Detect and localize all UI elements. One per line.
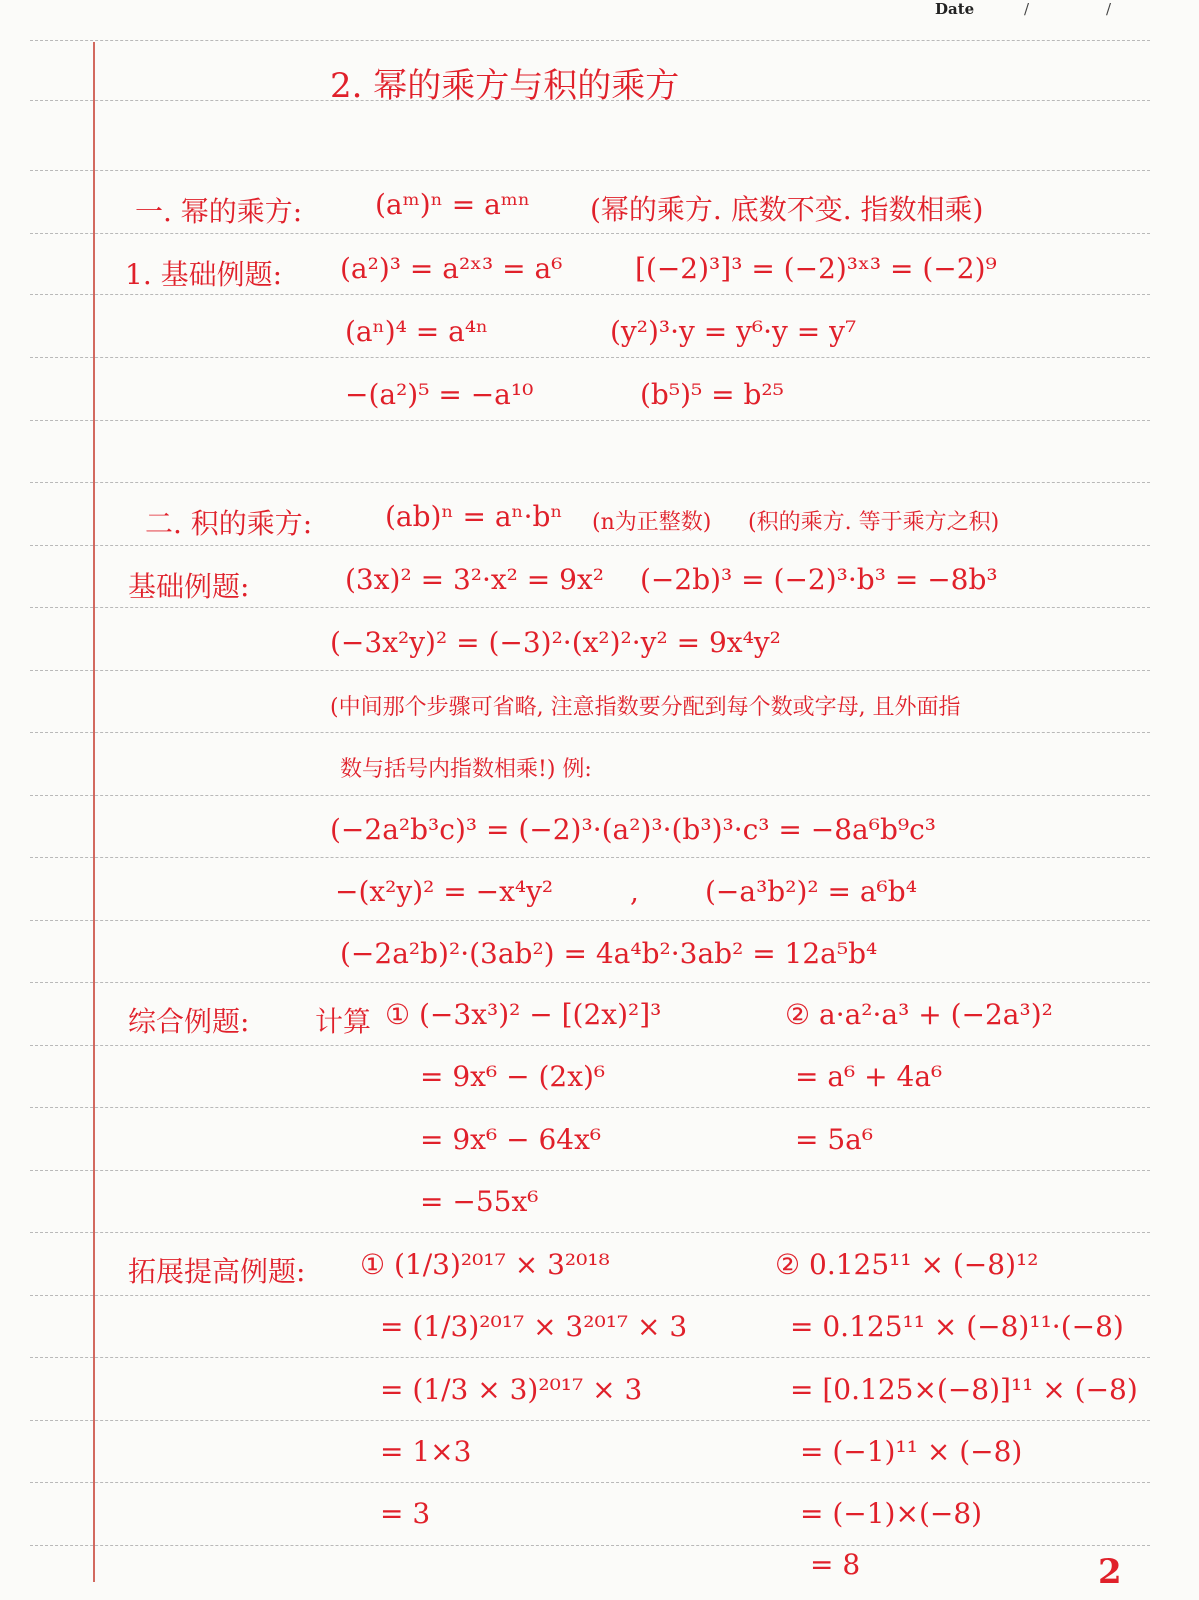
section2-examples-label: 基础例题:: [128, 570, 250, 603]
page-number: 2: [1098, 1552, 1122, 1592]
section1-heading: 一. 幂的乘方:: [135, 195, 303, 228]
tip-line: (中间那个步骤可省略, 注意指数要分配到每个数或字母, 且外面指: [330, 695, 961, 720]
ruled-line: [30, 170, 1150, 171]
problem-line: = 3: [380, 1497, 431, 1530]
ruled-line: [30, 732, 1150, 733]
example-line: (−a³b²)² = a⁶b⁴: [705, 875, 917, 908]
ruled-line: [30, 1545, 1150, 1546]
section1-examples-label: 1. 基础例题:: [125, 258, 283, 291]
page-title: 2. 幂的乘方与积的乘方: [330, 66, 680, 106]
date-separator: /: [1024, 0, 1030, 18]
section2-formula: (ab)ⁿ = aⁿ·bⁿ: [385, 500, 563, 533]
combined-label: 综合例题:: [128, 1005, 250, 1038]
ruled-line: [30, 1045, 1150, 1046]
date-separator: /: [1106, 0, 1112, 18]
problem-line: ② 0.125¹¹ × (−8)¹²: [775, 1248, 1039, 1281]
problem-line: = (−1)×(−8): [800, 1497, 983, 1530]
ruled-line: [30, 670, 1150, 671]
problem-line: = (−1)¹¹ × (−8): [800, 1435, 1023, 1468]
problem-line: = 0.125¹¹ × (−8)¹¹·(−8): [790, 1310, 1124, 1343]
section2-condition: (n为正整数): [592, 510, 712, 535]
ruled-line: [30, 795, 1150, 796]
problem-line: = (1/3)²⁰¹⁷ × 3²⁰¹⁷ × 3: [380, 1310, 688, 1343]
problem-line: = 9x⁶ − 64x⁶: [420, 1123, 602, 1156]
ruled-line: [30, 545, 1150, 546]
problem-line: = a⁶ + 4a⁶: [795, 1060, 943, 1093]
ruled-line: [30, 1232, 1150, 1233]
problem-line: = 5a⁶: [795, 1123, 874, 1156]
example-line: (3x)² = 3²·x² = 9x²: [345, 563, 604, 596]
margin-line: [93, 42, 95, 1582]
ruled-line: [30, 1482, 1150, 1483]
problem-line: = (1/3 × 3)²⁰¹⁷ × 3: [380, 1373, 643, 1406]
ruled-line: [30, 607, 1150, 608]
ruled-line: [30, 1107, 1150, 1108]
extension-label: 拓展提高例题:: [128, 1255, 306, 1288]
problem-line: = 1×3: [380, 1435, 472, 1468]
tip-line: 数与括号内指数相乘!) 例:: [340, 757, 592, 782]
ruled-line: [30, 1420, 1150, 1421]
example-line: (a²)³ = a²ˣ³ = a⁶: [340, 252, 563, 285]
problem-line: ① (1/3)²⁰¹⁷ × 3²⁰¹⁸: [360, 1248, 610, 1281]
example-line: [(−2)³]³ = (−2)³ˣ³ = (−2)⁹: [635, 252, 997, 285]
ruled-line: [30, 357, 1150, 358]
section2-heading: 二. 积的乘方:: [145, 507, 313, 540]
problem-line: ② a·a²·a³ + (−2a³)²: [785, 998, 1053, 1031]
ruled-line: [30, 857, 1150, 858]
ruled-line: [30, 420, 1150, 421]
ruled-line: [30, 1357, 1150, 1358]
ruled-line: [30, 1295, 1150, 1296]
example-line: (y²)³·y = y⁶·y = y⁷: [610, 315, 857, 348]
example-line: −(a²)⁵ = −a¹⁰: [345, 378, 534, 411]
example-line: (−2a²b³c)³ = (−2)³·(a²)³·(b³)³·c³ = −8a⁶b⁹c³: [330, 813, 937, 846]
example-line: (−2b)³ = (−2)³·b³ = −8b³: [640, 563, 998, 596]
combined-compute: 计算: [315, 1005, 372, 1038]
example-line: (−2a²b)²·(3ab²) = 4a⁴b²·3ab² = 12a⁵b⁴: [340, 937, 878, 970]
example-line: −(x²y)² = −x⁴y²: [335, 875, 554, 908]
example-line: (aⁿ)⁴ = a⁴ⁿ: [345, 315, 489, 348]
section1-formula: (aᵐ)ⁿ = aᵐⁿ: [375, 188, 531, 221]
separator-comma: ,: [630, 875, 639, 908]
ruled-line: [30, 482, 1150, 483]
ruled-line: [30, 1170, 1150, 1171]
example-line: (−3x²y)² = (−3)²·(x²)²·y² = 9x⁴y²: [330, 626, 781, 659]
ruled-line: [30, 40, 1150, 41]
problem-line: = −55x⁶: [420, 1185, 539, 1218]
ruled-line: [30, 233, 1150, 234]
problem-line: = 8: [810, 1548, 861, 1581]
example-line: (b⁵)⁵ = b²⁵: [640, 378, 784, 411]
problem-line: = [0.125×(−8)]¹¹ × (−8): [790, 1373, 1138, 1406]
problem-line: ① (−3x³)² − [(2x)²]³: [385, 998, 662, 1031]
ruled-line: [30, 920, 1150, 921]
ruled-line: [30, 294, 1150, 295]
section1-note: (幂的乘方. 底数不变. 指数相乘): [590, 193, 984, 226]
section2-note: (积的乘方. 等于乘方之积): [748, 510, 1000, 535]
problem-line: = 9x⁶ − (2x)⁶: [420, 1060, 606, 1093]
date-label: Date: [935, 0, 975, 18]
ruled-line: [30, 982, 1150, 983]
